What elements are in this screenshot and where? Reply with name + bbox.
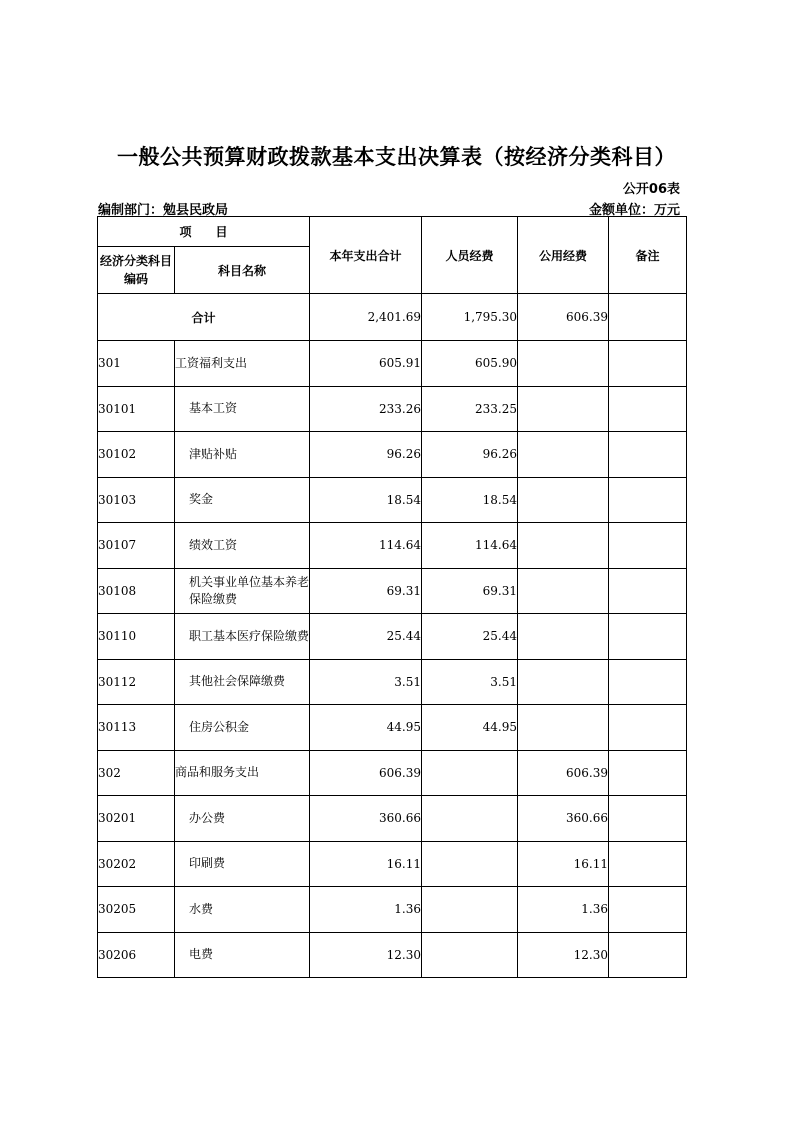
table-row [98,386,687,432]
total-remark [609,294,687,341]
row-public [518,705,609,751]
row-name: 其他社会保障缴费 [175,659,310,705]
table-row [98,796,687,842]
total-personnel: 1,795.30 [422,294,518,341]
row-personnel: 114.64 [422,523,518,569]
row-total: 3.51 [310,659,422,705]
row-name: 办公费 [175,796,310,842]
row-code: 30103 [98,477,175,523]
row-personnel: 69.31 [422,568,518,614]
row-personnel: 18.54 [422,477,518,523]
row-total: 114.64 [310,523,422,569]
header-personnel: 人员经费 [422,217,518,294]
total-label: 合计 [98,294,310,341]
row-total: 25.44 [310,614,422,660]
table-row [98,341,687,387]
row-personnel [422,841,518,887]
row-total: 18.54 [310,477,422,523]
row-name: 工资福利支出 [175,341,310,387]
row-code: 30112 [98,659,175,705]
row-public: 12.30 [518,932,609,978]
row-remark [609,932,687,978]
row-public [518,523,609,569]
row-remark [609,432,687,478]
row-code: 30101 [98,386,175,432]
row-total: 96.26 [310,432,422,478]
header-item: 项 目 [98,217,310,247]
row-remark [609,341,687,387]
row-remark [609,523,687,569]
row-remark [609,841,687,887]
unit-label: 金额单位：万元 [588,203,680,218]
row-code: 30107 [98,523,175,569]
header-public: 公用经费 [518,217,609,294]
row-name: 电费 [175,932,310,978]
row-personnel: 25.44 [422,614,518,660]
row-name: 机关事业单位基本养老保险缴费 [175,568,310,614]
row-remark [609,386,687,432]
row-code: 301 [98,341,175,387]
row-total: 16.11 [310,841,422,887]
row-personnel [422,932,518,978]
table-row [98,523,687,569]
table-row [98,659,687,705]
row-personnel [422,750,518,796]
row-name: 津贴补贴 [175,432,310,478]
row-name: 奖金 [175,477,310,523]
row-code: 30205 [98,887,175,933]
row-code: 30202 [98,841,175,887]
total-row [98,294,687,341]
row-remark [609,887,687,933]
row-public [518,477,609,523]
row-remark [609,568,687,614]
row-remark [609,705,687,751]
table-row [98,432,687,478]
header-remark: 备注 [609,217,687,294]
row-public: 360.66 [518,796,609,842]
row-total: 44.95 [310,705,422,751]
row-public [518,614,609,660]
row-name: 商品和服务支出 [175,750,310,796]
table-row [98,705,687,751]
table-row [98,477,687,523]
row-total: 69.31 [310,568,422,614]
row-public: 606.39 [518,750,609,796]
table-row [98,568,687,614]
row-remark [609,796,687,842]
table-row [98,932,687,978]
row-personnel: 44.95 [422,705,518,751]
row-total: 233.26 [310,386,422,432]
row-code: 30108 [98,568,175,614]
expenditure-table [97,216,687,978]
row-remark [609,659,687,705]
row-name: 职工基本医疗保险缴费 [175,614,310,660]
table-row [98,750,687,796]
row-code: 30206 [98,932,175,978]
row-public [518,341,609,387]
table-row [98,614,687,660]
row-name: 基本工资 [175,386,310,432]
row-total: 12.30 [310,932,422,978]
row-code: 302 [98,750,175,796]
row-personnel: 3.51 [422,659,518,705]
row-public: 1.36 [518,887,609,933]
row-remark [609,477,687,523]
row-public [518,386,609,432]
row-public [518,568,609,614]
row-code: 30113 [98,705,175,751]
row-name: 水费 [175,887,310,933]
table-row [98,841,687,887]
header-total: 本年支出合计 [310,217,422,294]
row-remark [609,614,687,660]
row-total: 1.36 [310,887,422,933]
row-personnel [422,796,518,842]
row-total: 360.66 [310,796,422,842]
header-name: 科目名称 [175,247,310,294]
row-personnel [422,887,518,933]
header-code: 经济分类科目编码 [98,247,175,294]
row-name: 住房公积金 [175,705,310,751]
row-code: 30110 [98,614,175,660]
row-public: 16.11 [518,841,609,887]
row-total: 606.39 [310,750,422,796]
total-amount: 2,401.69 [310,294,422,341]
row-public [518,432,609,478]
department-label: 编制部门：勉县民政局 [98,203,229,218]
row-personnel: 96.26 [422,432,518,478]
row-total: 605.91 [310,341,422,387]
row-name: 绩效工资 [175,523,310,569]
row-personnel: 233.25 [422,386,518,432]
row-code: 30102 [98,432,175,478]
row-code: 30201 [98,796,175,842]
total-public: 606.39 [518,294,609,341]
table-row [98,887,687,933]
form-number: 公开06表 [622,182,680,197]
page-title: 一般公共预算财政拨款基本支出决算表（按经济分类科目） [117,145,676,169]
row-public [518,659,609,705]
row-personnel: 605.90 [422,341,518,387]
row-remark [609,750,687,796]
row-name: 印刷费 [175,841,310,887]
